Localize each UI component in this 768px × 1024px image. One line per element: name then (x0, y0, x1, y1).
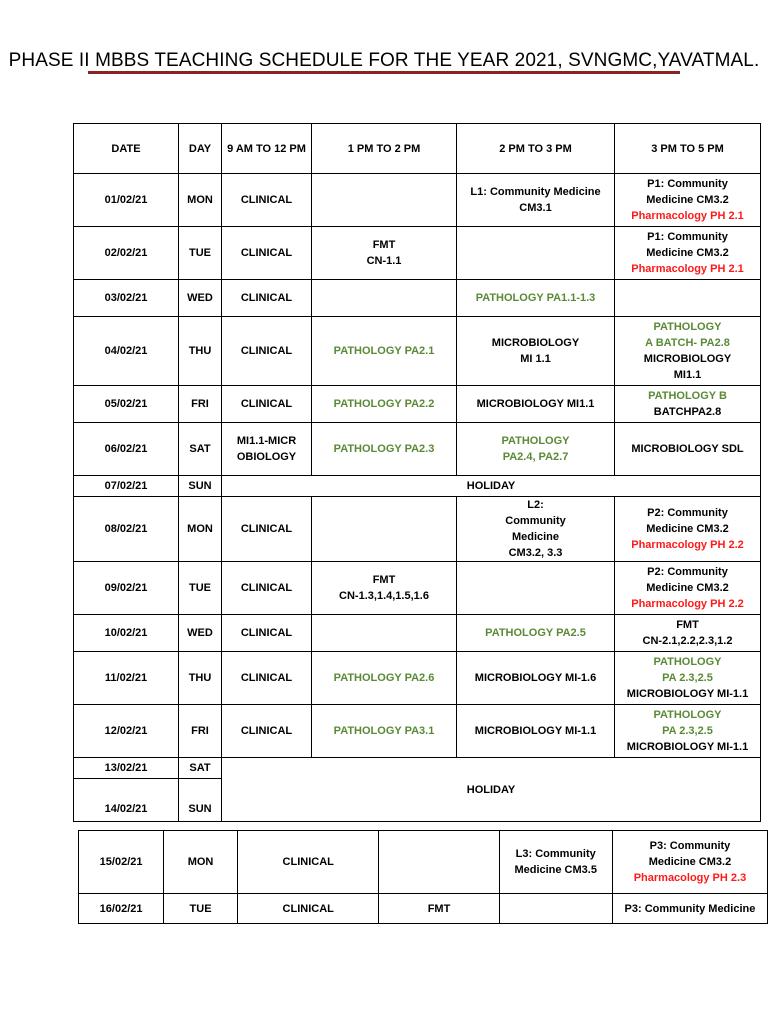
slot-4-cell (615, 497, 761, 562)
slot-4-line-3: MICROBIOLOGY MI-1.1 (626, 688, 749, 700)
slot-3-cell (499, 831, 612, 894)
slot-4-pharmacology: Pharmacology PH 2.1 (631, 210, 744, 222)
slot-3-text: L2: Community Medicine CM3.2, 3.3 (505, 499, 566, 559)
day-cell: MON (179, 497, 222, 562)
slot-4-cell (615, 615, 761, 652)
slot-2-cell (379, 831, 499, 894)
slot-3-cell: MICROBIOLOGY MI1.1 (457, 386, 615, 423)
slot-4-line-3: MICROBIOLOGY MI-1.1 (626, 741, 749, 753)
slot-4-line-1: PATHOLOGY (653, 709, 722, 721)
slot-4-line-2: PA 2.3,2.5 (662, 672, 713, 684)
date-cell: 04/02/21 (74, 317, 179, 386)
day-cell: SUN (179, 779, 222, 822)
slot-2-line-1: FMT (372, 239, 396, 251)
slot-3-cell (457, 652, 615, 705)
table-row (74, 317, 761, 386)
date-cell: 02/02/21 (74, 227, 179, 280)
table-row (74, 423, 761, 476)
slot-3-cell (457, 317, 615, 386)
date-cell: 05/02/21 (74, 386, 179, 423)
slot-3-cell (457, 174, 615, 227)
slot-1-cell: CLINICAL (222, 317, 312, 386)
title-underline (88, 71, 680, 74)
table-row (74, 497, 761, 562)
slot-4-pharmacology: Pharmacology PH 2.3 (633, 872, 747, 884)
day-cell: TUE (164, 894, 238, 924)
date-cell: 11/02/21 (74, 652, 179, 705)
date-cell: 14/02/21 (74, 779, 179, 822)
slot-3-cell: PATHOLOGY PA2.5 (457, 615, 615, 652)
slot-2-line-2: CN-1.1 (366, 255, 402, 267)
day-cell: MON (164, 831, 238, 894)
holiday-cell: HOLIDAY (222, 476, 761, 497)
header-row (74, 124, 761, 174)
slot-3-text: L1: Community Medicine CM3.1 (470, 186, 601, 214)
slot-3-cell (457, 497, 615, 562)
slot-4-cell (615, 386, 761, 423)
slot-2-cell (312, 562, 457, 615)
slot-2-cell: PATHOLOGY PA2.1 (312, 317, 457, 386)
slot-3-line-1: PATHOLOGY (501, 435, 570, 447)
day-cell: SUN (179, 476, 222, 497)
header-slot-4: 3 PM TO 5 PM (615, 124, 761, 174)
slot-1-cell: CLINICAL (222, 497, 312, 562)
slot-1-cell: CLINICAL (222, 174, 312, 227)
date-cell: 01/02/21 (74, 174, 179, 227)
table-row (74, 476, 761, 497)
slot-3-text: MICROBIOLOGY MI-1.6 (474, 672, 597, 684)
date-cell: 13/02/21 (74, 758, 179, 779)
day-cell: FRI (179, 705, 222, 758)
slot-4-line-3: MICROBIOLOGY (643, 353, 732, 365)
slot-3-cell (457, 227, 615, 280)
date-cell: 15/02/21 (79, 831, 164, 894)
schedule-table (73, 123, 761, 822)
slot-1-cell: CLINICAL (222, 705, 312, 758)
header-date: DATE (74, 124, 179, 174)
day-cell: TUE (179, 227, 222, 280)
table-row (74, 615, 761, 652)
day-cell: SAT (179, 423, 222, 476)
slot-4-cell (615, 227, 761, 280)
slot-4-line-2: CN-2.1,2.2,2.3,1.2 (642, 635, 733, 647)
slot-2-cell: PATHOLOGY PA2.2 (312, 386, 457, 423)
date-cell: 09/02/21 (74, 562, 179, 615)
day-cell: THU (179, 317, 222, 386)
slot-4-cell: MICROBIOLOGY SDL (615, 423, 761, 476)
slot-2-cell (312, 227, 457, 280)
slot-4-line-2: A BATCH- PA2.8 (645, 337, 730, 349)
date-cell: 06/02/21 (74, 423, 179, 476)
table-row (79, 831, 768, 894)
slot-1-cell: CLINICAL (222, 652, 312, 705)
slot-2-cell (312, 280, 457, 317)
day-cell: MON (179, 174, 222, 227)
slot-2-cell: PATHOLOGY PA2.6 (312, 652, 457, 705)
day-cell: SAT (179, 758, 222, 779)
slot-2-cell (312, 615, 457, 652)
slot-3-line-1: MICROBIOLOGY (491, 337, 580, 349)
slot-3-line-2: MI 1.1 (520, 353, 551, 365)
slot-4-cell (612, 831, 767, 894)
slot-3-cell (457, 705, 615, 758)
table-row (74, 227, 761, 280)
slot-1-cell: CLINICAL (237, 831, 379, 894)
slot-4-cell (615, 652, 761, 705)
date-cell: 16/02/21 (79, 894, 164, 924)
slot-2-cell: PATHOLOGY PA3.1 (312, 705, 457, 758)
slot-2-cell: FMT (379, 894, 499, 924)
date-cell: 03/02/21 (74, 280, 179, 317)
date-cell: 08/02/21 (74, 497, 179, 562)
slot-4-text: P1: Community Medicine CM3.2 (646, 178, 729, 206)
slot-4-cell (615, 317, 761, 386)
table-row (79, 894, 768, 924)
slot-4-text: P3: Community Medicine CM3.2 (648, 840, 732, 868)
slot-2-line-1: FMT (372, 574, 396, 586)
slot-1-cell: CLINICAL (237, 894, 379, 924)
date-cell: 10/02/21 (74, 615, 179, 652)
table-row (74, 174, 761, 227)
slot-1-cell: CLINICAL (222, 562, 312, 615)
header-slot-2: 1 PM TO 2 PM (312, 124, 457, 174)
header-slot-1: 9 AM TO 12 PM (222, 124, 312, 174)
day-cell: WED (179, 280, 222, 317)
page-title: PHASE II MBBS TEACHING SCHEDULE FOR THE YEAR 2021, SVNGMC,YAVATMAL. (8, 50, 760, 71)
slot-4-text: P2: Community Medicine CM3.2 (646, 566, 729, 594)
slot-4-cell (615, 562, 761, 615)
slot-2-line-2: CN-1.3,1.4,1.5,1.6 (339, 590, 429, 602)
slot-2-cell: PATHOLOGY PA2.3 (312, 423, 457, 476)
slot-4-cell (615, 174, 761, 227)
slot-2-cell (312, 174, 457, 227)
holiday-cell: HOLIDAY (222, 758, 761, 822)
day-cell: TUE (179, 562, 222, 615)
slot-1-text: MI1.1-MICROBIOLOGY (236, 435, 297, 463)
slot-4-pharmacology: Pharmacology PH 2.1 (631, 263, 744, 275)
day-cell: THU (179, 652, 222, 705)
slot-3-cell: PATHOLOGY PA1.1-1.3 (457, 280, 615, 317)
slot-4-line-2: BATCHPA2.8 (653, 406, 722, 418)
slot-4-line-1: PATHOLOGY (653, 656, 722, 668)
table-row (74, 652, 761, 705)
slot-2-cell (312, 497, 457, 562)
slot-3-line-2: PA2.4, PA2.7 (502, 451, 569, 463)
schedule-table-continued (78, 830, 768, 924)
header-day: DAY (179, 124, 222, 174)
slot-3-text: MICROBIOLOGY MI-1.1 (474, 725, 597, 737)
slot-4-line-1: FMT (676, 619, 699, 631)
table-row (74, 562, 761, 615)
slot-4-text: P1: Community Medicine CM3.2 (646, 231, 729, 259)
slot-4-cell (615, 280, 761, 317)
table-row (74, 758, 761, 779)
slot-3-cell (457, 423, 615, 476)
slot-1-cell: CLINICAL (222, 386, 312, 423)
slot-3-cell (499, 894, 612, 924)
table-row (74, 386, 761, 423)
slot-4-line-4: MI1.1 (673, 369, 702, 381)
slot-4-pharmacology: Pharmacology PH 2.2 (631, 598, 744, 610)
day-cell: WED (179, 615, 222, 652)
slot-1-cell (222, 423, 312, 476)
slot-4-cell: P3: Community Medicine (612, 894, 767, 924)
date-cell: 12/02/21 (74, 705, 179, 758)
slot-4-pharmacology: Pharmacology PH 2.2 (631, 539, 744, 551)
slot-4-text: P2: Community Medicine CM3.2 (646, 507, 729, 535)
day-cell: FRI (179, 386, 222, 423)
slot-1-cell: CLINICAL (222, 615, 312, 652)
slot-3-text: L3: Community Medicine CM3.5 (514, 848, 597, 876)
table-row (74, 280, 761, 317)
slot-4-line-1: PATHOLOGY B (648, 390, 727, 402)
slot-4-line-2: PA 2.3,2.5 (662, 725, 713, 737)
slot-3-cell (457, 562, 615, 615)
date-cell: 07/02/21 (74, 476, 179, 497)
slot-1-cell: CLINICAL (222, 280, 312, 317)
slot-4-cell (615, 705, 761, 758)
slot-1-cell: CLINICAL (222, 227, 312, 280)
slot-4-line-1: PATHOLOGY (653, 321, 722, 333)
table-row (74, 705, 761, 758)
header-slot-3: 2 PM TO 3 PM (457, 124, 615, 174)
